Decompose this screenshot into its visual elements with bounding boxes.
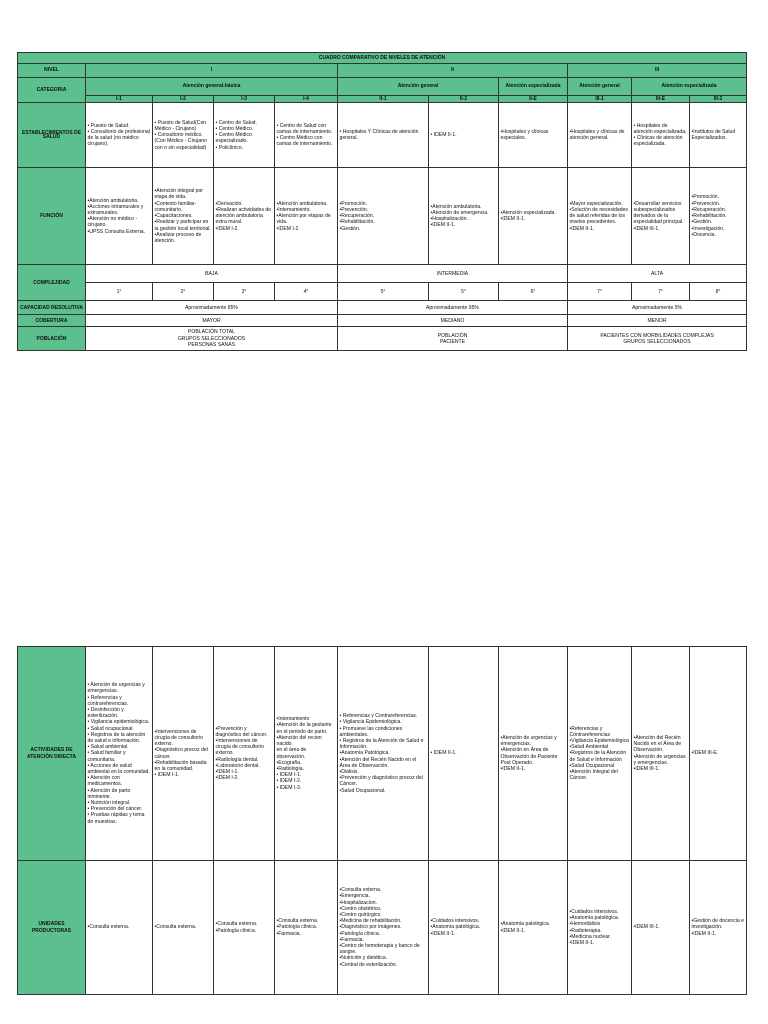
actividades-cell: •Atención del Recién Nacido en el Área de Observación. •Atención de urgencias y emergencias. •IDEM III-1. xyxy=(632,647,690,861)
funcion-cell: •Atención ambulatoria. •Atención de emergencia. •Hospitalización. •IDEM II-1. xyxy=(429,168,499,265)
unidades-cell: •Consulta externa. •Patología clínica. xyxy=(214,861,275,995)
actividades-cell: •Atención de urgencias y emergencias. •Atención en Área de Observación de Paciente Post Operado. •IDEM II-1. xyxy=(499,647,568,861)
complejidad-baja: BAJA xyxy=(86,265,338,283)
funcion-label: FUNCIÓN xyxy=(18,168,86,265)
funcion-cell: •Derivación. •Realizan actividades de atención ambulatoria extra mural. •IDEM I-2. xyxy=(214,168,275,265)
complejidad-label: COMPLEJIDAD xyxy=(18,265,86,301)
table-title: CUADRO COMPARATIVO DE NIVELES DE ATENCIÓN xyxy=(18,53,747,64)
nivel-iii: III xyxy=(568,64,747,78)
establecimiento-cell: • Puesto de Salud. • Consultorio de profesional de la salud (no médico cirujano). xyxy=(86,103,153,168)
actividades-cell: •IDEM III-E. xyxy=(690,647,747,861)
cobertura-label: COBERTURA xyxy=(18,315,86,327)
establecimiento-cell: • Hospitales Y Clínicas de atención general. xyxy=(338,103,429,168)
poblacion-i: POBLACIÓN TOTAL GRUPOS SELECCIONADOS PERSONAS SANAS xyxy=(86,327,338,351)
establecimiento-cell: •Hospitales y clínicas especiales. xyxy=(499,103,568,168)
actividades-cell: •Referencias y Contrareferencias •Vigilancia Epidemiológica •Salud Ambiental •Registros de la Atención de Salud e Información •Salud Ocupacional •Atención Integral del Cáncer. xyxy=(568,647,632,861)
capacidad-i: Aproximadamente 85% xyxy=(86,301,338,315)
cat-iii-2: III-2 xyxy=(690,96,747,103)
funcion-cell: •Atención integral por etapa de vida. •Contexto familiar-comunitario. •Capacitaciones. •Realizar y participar en la gestión local territorial. •Analizar proceso de atención. xyxy=(153,168,214,265)
unidades-cell: •Cuidados intensivos. •Anatomía patológica. •Hemodiálisis •Radioterapia. •Medicina nuclear. •IDEM II-1. xyxy=(568,861,632,995)
complejidad-valor: 1° xyxy=(86,283,153,301)
cat-iii-1: III-1 xyxy=(568,96,632,103)
actividades-cell: •Intervenciones de cirugía de consultorio externo. •Diagnóstico precoz del cáncer. •Rehabilitación basada en la comunidad. • IDEM I-1. xyxy=(153,647,214,861)
grupo-especializada-iii: Atención especializada xyxy=(632,78,747,96)
grupo-especializada-ii: Atención especializada xyxy=(499,78,568,96)
cat-ii-1: II-1 xyxy=(338,96,429,103)
actividades-cell: •Internamiento •Atención de la gestante en el periodo de parto. •Atención del recien nacido en el área de observación. •Ecografía. •Radiología. • IDEM I-1. • IDEM I-2. • IDEM I-3. xyxy=(275,647,338,861)
poblacion-label: POBLACIÓN xyxy=(18,327,86,351)
unidades-label: UNIDADES PRODUCTORAS xyxy=(18,861,86,995)
unidades-cell: •Consulta externa. •Patología clínica. •Farmacia. xyxy=(275,861,338,995)
actividades-cell: • Atención de urgencias y emergencias. • Referencias y contrareferencias. • Desinfección y esterilización. • Vigilancia epidemiológica. • Salud ocupacional. • Registros de la atención de salud e información. • Salud ambiental. • Salud familiar y comunitaria. • Acciones de salud ambiental en la comunidad. • Atención con medicamentos. • Atención de parto inminente. • Nutrición integral. • Prevención del cáncer. • Pruebas rápidas y toma de muestras. xyxy=(86,647,153,861)
actividades-label: ACTIVIDADES DE ATENCIÓN DIRECTA xyxy=(18,647,86,861)
complejidad-valor: 3° xyxy=(214,283,275,301)
poblacion-iii: PACIENTES CON MORBILIDADES COMPLEJAS GRUPOS SELECCIONADOS xyxy=(568,327,747,351)
complejidad-valor: 7° xyxy=(632,283,690,301)
complejidad-valor: 5° xyxy=(429,283,499,301)
funcion-cell: •Promoción. •Prevención. •Recuperación. •Rehabilitación. •Gestión. •Investigación. •Docencia. xyxy=(690,168,747,265)
funcion-cell: •Promoción. •Prevención. •Recuperación. •Rehabilitación. •Gestión. xyxy=(338,168,429,265)
nivel-label: NIVEL xyxy=(18,64,86,78)
establecimiento-cell: • IDEM II-1. xyxy=(429,103,499,168)
actividades-cell: • Referencias y Contrareferencias. • Vigilancia Epidemiológica. • Promueve las condiciones ambientales. • Registros de la Atención de Salud e Información. •Anatomía Patológica. •Atención del Recién Nacido en el Área de Observación. •Diálisis. •Prevención y diagnóstico precoz del Cáncer. •Salud Ocupacional. xyxy=(338,647,429,861)
nivel-ii: II xyxy=(338,64,568,78)
establecimiento-cell: •Institutos de Salud Especializados. xyxy=(690,103,747,168)
unidades-cell: •Cuidados intensivos. •Anatomía patológica. •IDEM II-1. xyxy=(429,861,499,995)
cat-i-2: I-2 xyxy=(153,96,214,103)
complejidad-alta: ALTA xyxy=(568,265,747,283)
grupo-general-basica: Atención general-básica xyxy=(86,78,338,96)
capacidad-label: CAPACIDAD RESOLUTIVA xyxy=(18,301,86,315)
complejidad-valor: 7° xyxy=(568,283,632,301)
unidades-cell: •Consulta externa. xyxy=(86,861,153,995)
funcion-cell: •Desarrollar servicios subespecializados derivados de la especialidad principal. •IDEM III-1. xyxy=(632,168,690,265)
grupo-general-ii: Atención general xyxy=(338,78,499,96)
complejidad-intermedia: INTERMEDIA xyxy=(338,265,568,283)
establecimiento-cell: • Puesto de Salud(Con Médico - Cirujano) • Consultorio médico. (Con Médico - Cirujano con o sin especialidad) xyxy=(153,103,214,168)
funcion-cell: •Atención especializada. •IDEM II-1. xyxy=(499,168,568,265)
establecimiento-cell: • Hospitales de atención especializada. • Clínicas de atención especializada. xyxy=(632,103,690,168)
unidades-cell: •IDEM III-1. xyxy=(632,861,690,995)
cobertura-ii: MEDIANO xyxy=(338,315,568,327)
cat-i-4: I-4 xyxy=(275,96,338,103)
capacidad-ii: Aproximadamente 95% xyxy=(338,301,568,315)
cobertura-i: MAYOR xyxy=(86,315,338,327)
funcion-cell: •Atención ambulatoria. •Acciones intramurales y extramurales. •Atención no médico - cirujano. •UPSS Consulta Externa. xyxy=(86,168,153,265)
actividades-cell: •Prevención y diagnóstico del cáncer. •Intervenciones de cirugía de consultorio externo. •Radiología dental. •Laboratorio dental. •IDEM I-1. •IDEM I-2. xyxy=(214,647,275,861)
establecimientos-label: ESTABLECIMIENTOS DE SALUD xyxy=(18,103,86,168)
funcion-cell: •Mayor especialización. •Solución de necesidades de salud referidas de los niveles precedentes. •IDEM II-1. xyxy=(568,168,632,265)
comparison-table-top xyxy=(17,52,747,351)
comparison-table-bottom xyxy=(17,646,747,995)
complejidad-valor: 4° xyxy=(275,283,338,301)
cat-ii-e: II-E xyxy=(499,96,568,103)
cat-i-3: I-3 xyxy=(214,96,275,103)
establecimiento-cell: • Centro de Salud con camas de internamiento. • Centro Médico con camas de internamiento. xyxy=(275,103,338,168)
cat-ii-2: II-2 xyxy=(429,96,499,103)
establecimiento-cell: •Hospitales y clínicas de atención general. xyxy=(568,103,632,168)
unidades-cell: •Consulta externa. xyxy=(153,861,214,995)
capacidad-iii: Aproximadamente 5% xyxy=(568,301,747,315)
grupo-general-iii: Atención general xyxy=(568,78,632,96)
complejidad-valor: 2° xyxy=(153,283,214,301)
complejidad-valor: 5° xyxy=(338,283,429,301)
establecimiento-cell: • Centro de Salud. • Centro Médico. • Centro Médico especializado. • Policlínico. xyxy=(214,103,275,168)
nivel-i: I xyxy=(86,64,338,78)
complejidad-valor: 8° xyxy=(690,283,747,301)
unidades-cell: •Consulta externa. •Emergencia. •Hospitalizacion. •Centro obstétrico. •Centro quirúrgico. •Medicina de rehabilitación. •Diagnóstico por imágenes. •Patología clínica. •Farmacia. •Centro de hemoterapia y banco de sangre. •Nutrición y dietética. •Central de esterilización. xyxy=(338,861,429,995)
categoria-label: CATEGORIA xyxy=(18,78,86,103)
poblacion-ii: POBLACIÓN PACIENTE xyxy=(338,327,568,351)
cobertura-iii: MENOR xyxy=(568,315,747,327)
cat-i-1: I-1 xyxy=(86,96,153,103)
unidades-cell: •Anatomía patológica. •IDEM II-1. xyxy=(499,861,568,995)
funcion-cell: •Atención ambulatoria. •Internamiento. •Atención por etapas de vida. •IDEM I-2. xyxy=(275,168,338,265)
complejidad-valor: 6° xyxy=(499,283,568,301)
actividades-cell: • IDEM II-1. xyxy=(429,647,499,861)
cat-iii-e: III-E xyxy=(632,96,690,103)
unidades-cell: •Gestión de docencia e investigación. •IDEM II-1. xyxy=(690,861,747,995)
